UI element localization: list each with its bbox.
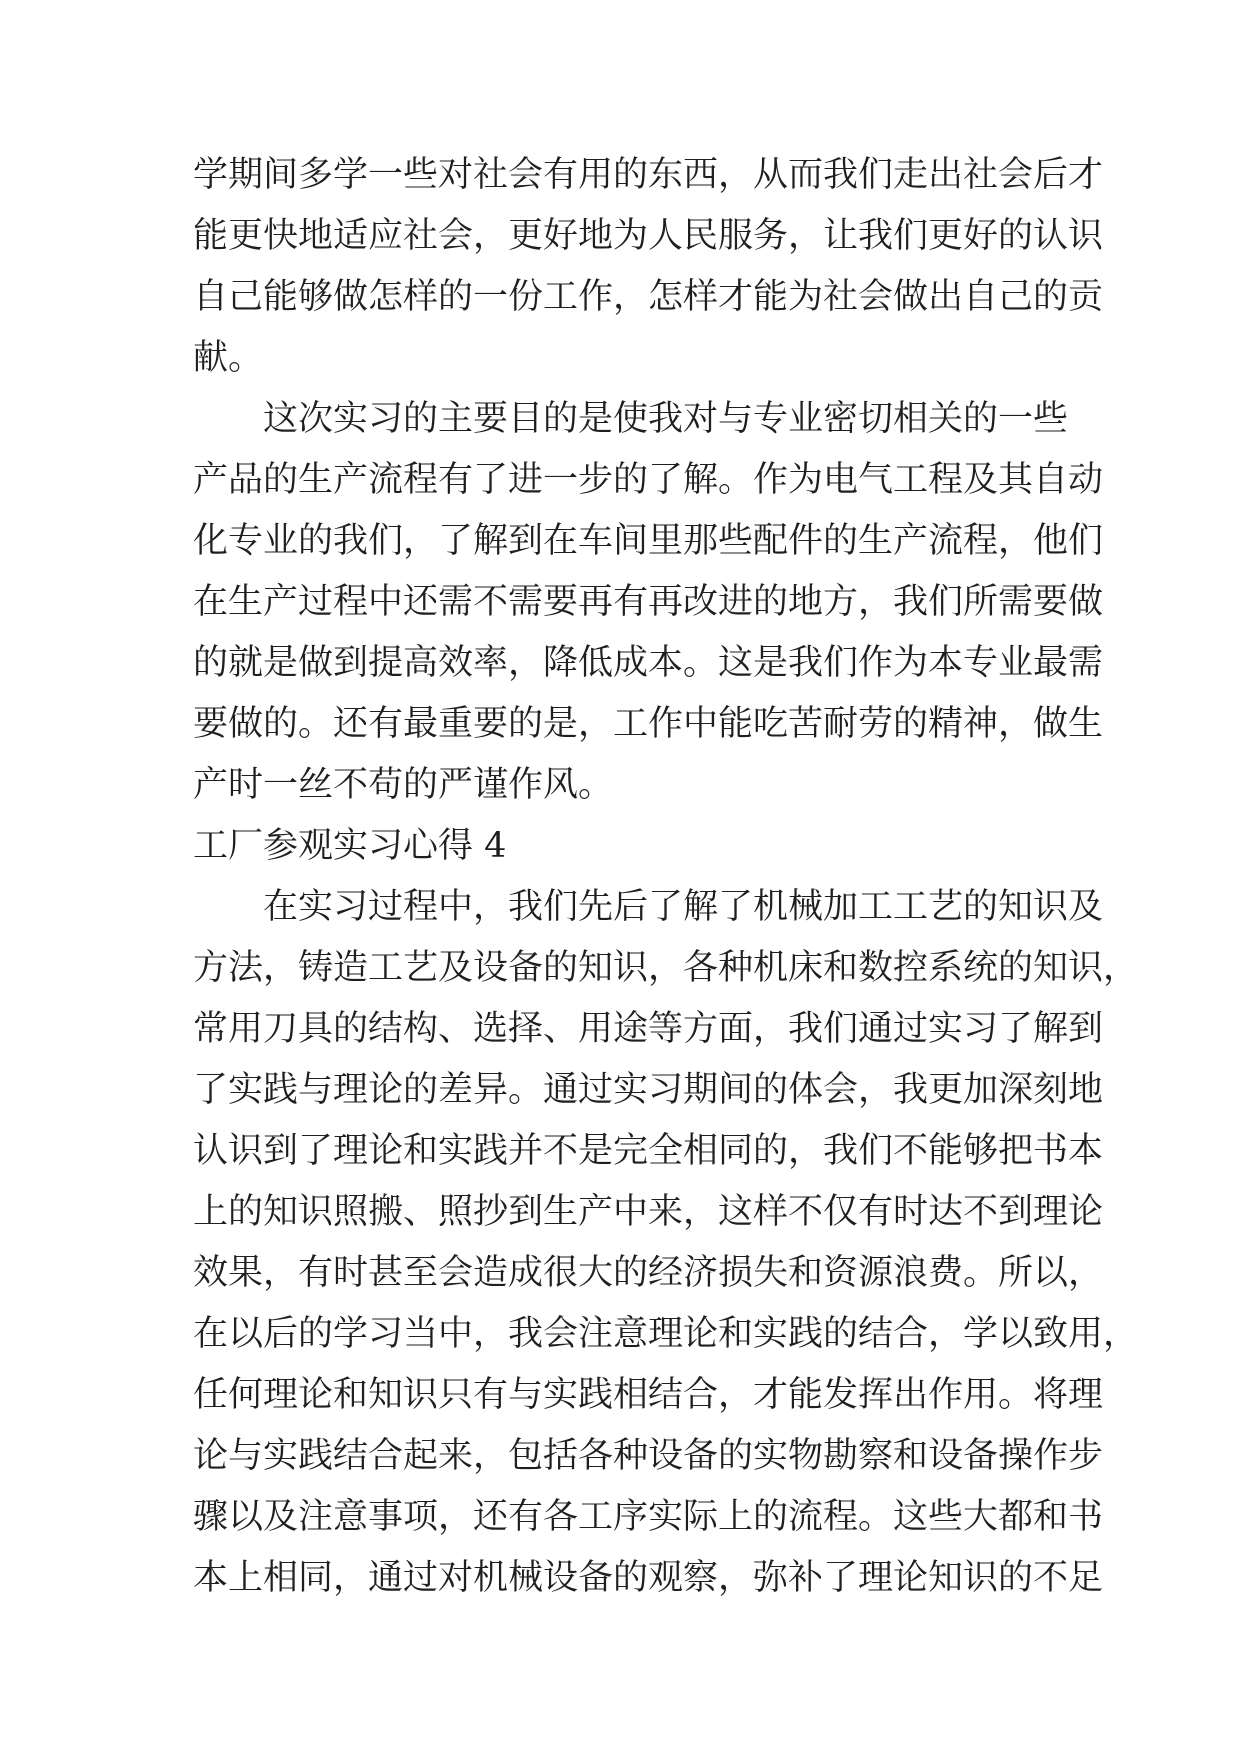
paragraph-line: 要做的。还有最重要的是，工作中能吃苦耐劳的精神，做生 [193,704,1104,744]
section-title: 工厂参观实习心得 4 [193,826,507,866]
paragraph-line: 骤以及注意事项，还有各工序实际上的流程。这些大都和书 [193,1497,1104,1537]
paragraph-line: 上的知识照搬、照抄到生产中来，这样不仅有时达不到理论 [193,1192,1104,1232]
paragraph-line: 在生产过程中还需不需要再有再改进的地方，我们所需要做 [193,582,1104,622]
paragraph-line: 产品的生产流程有了进一步的了解。作为电气工程及其自动 [193,460,1104,500]
paragraph-line: 效果，有时甚至会造成很大的经济损失和资源浪费。所以， [193,1253,1104,1293]
paragraph-line: 献。 [193,338,264,378]
paragraph-line: 能更快地适应社会，更好地为人民服务，让我们更好的认识 [193,216,1104,256]
paragraph-line: 学期间多学一些对社会有用的东西，从而我们走出社会后才 [193,155,1104,195]
paragraph-line: 化专业的我们，了解到在车间里那些配件的生产流程，他们 [193,521,1104,561]
paragraph-line: 方法，铸造工艺及设备的知识，各种机床和数控系统的知识， [193,948,1139,988]
paragraph-line: 任何理论和知识只有与实践相结合，才能发挥出作用。将理 [193,1375,1104,1415]
document-body [193,145,1139,1609]
paragraph-line: 认识到了理论和实践并不是完全相同的，我们不能够把书本 [193,1131,1104,1171]
paragraph-line: 在以后的学习当中，我会注意理论和实践的结合，学以致用， [193,1314,1139,1354]
paragraph-line: 了实践与理论的差异。通过实习期间的体会，我更加深刻地 [193,1070,1104,1110]
paragraph-line: 产时一丝不苟的严谨作风。 [193,765,614,805]
paragraph-line: 本上相同，通过对机械设备的观察，弥补了理论知识的不足 [193,1558,1104,1598]
paragraph-line: 论与实践结合起来，包括各种设备的实物勘察和设备操作步 [193,1436,1104,1476]
paragraph-line: 在实习过程中，我们先后了解了机械加工工艺的知识及 [263,887,1104,927]
paragraph-line: 这次实习的主要目的是使我对与专业密切相关的一些 [263,399,1069,439]
paragraph-line: 的就是做到提高效率，降低成本。这是我们作为本专业最需 [193,643,1104,683]
paragraph-line: 自己能够做怎样的一份工作，怎样才能为社会做出自己的贡 [193,277,1104,317]
paragraph-line: 常用刀具的结构、选择、用途等方面，我们通过实习了解到 [193,1009,1104,1049]
